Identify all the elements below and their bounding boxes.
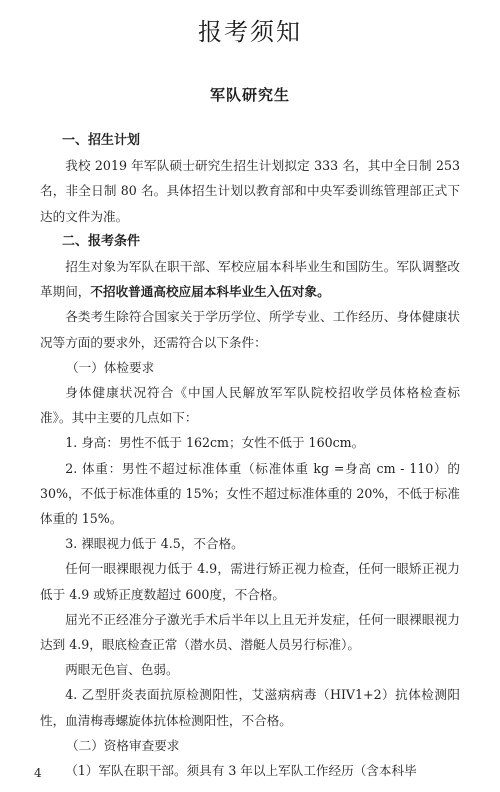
item-active-duty-officer: （1）军队在职干部。须具有 3 年以上军队工作经历（含本科毕 xyxy=(65,763,417,779)
paragraph-eligibility-intro xyxy=(40,254,460,304)
eligibility-intro-bold: 不招收普通高校应届本科毕业生入伍对象。 xyxy=(90,284,330,300)
heading-qualification-review: （二）资格审查要求 xyxy=(66,737,180,753)
eligibility-intro-text: 招生对象为军队在职干部、军校应届本科毕业生和国防生。军队调整改革期间， xyxy=(40,259,460,300)
item-height: 1. 身高：男性不低于 162cm；女性不低于 160cm。 xyxy=(65,435,365,451)
paragraph-physical-standard: 身体健康状况符合《中国人民解放军军队院校招收学员体格检查标准》。其中主要的几点如下： xyxy=(40,385,460,426)
item-weight: 2. 体重：男性不超过标准体重（标准体重 kg =身高 cm - 110）的 30%，不低于标准体重的 15%；女性不超过标准体重的 20%，不低于标准体重的 15%。 xyxy=(40,460,460,527)
item-infectious-disease: 4. 乙型肝炎表面抗原检测阳性，艾滋病病毒（HIV1+2）抗体检测阳性，血清梅毒螺旋体抗体检测阳性，不合格。 xyxy=(40,687,460,728)
heading-eligibility: 二、报考条件 xyxy=(62,233,141,249)
paragraph-color-vision: 两眼无色盲、色弱。 xyxy=(65,662,179,678)
item-vision: 3. 裸眼视力低于 4.5，不合格。 xyxy=(65,536,244,552)
paragraph-enrollment-plan: 我校 2019 年军队硕士研究生招生计划拟定 333 名，其中全日制 253 名，非全日制 80 名。具体招生计划以教育部和中央军委训练管理部正式下达的文件为准。 xyxy=(40,158,460,224)
paragraph-refractive-surgery: 屈光不正经准分子激光手术后半年以上且无并发症，任何一眼裸眼视力达到 4.9，眼底检查正常（潜水员、潜艇人员另行标准）。 xyxy=(40,611,460,653)
document-body xyxy=(40,128,460,783)
page-number: 4 xyxy=(34,766,42,780)
page-title: 报考须知 xyxy=(198,18,302,46)
paragraph-vision-correction: 任何一眼裸眼视力低于 4.9，需进行矫正视力检查，任何一眼矫正视力低于 4.9 或矫正度数超过 600度，不合格。 xyxy=(40,561,460,602)
paragraph-requirements-intro: 各类考生除符合国家关于学历学位、所学专业、工作经历、身体健康状况等方面的要求外，还需符合以下条件： xyxy=(40,309,460,350)
heading-physical-exam: （一）体检要求 xyxy=(66,359,155,375)
heading-enrollment-plan: 一、招生计划 xyxy=(62,133,141,148)
section-subtitle: 军队研究生 xyxy=(209,86,290,104)
